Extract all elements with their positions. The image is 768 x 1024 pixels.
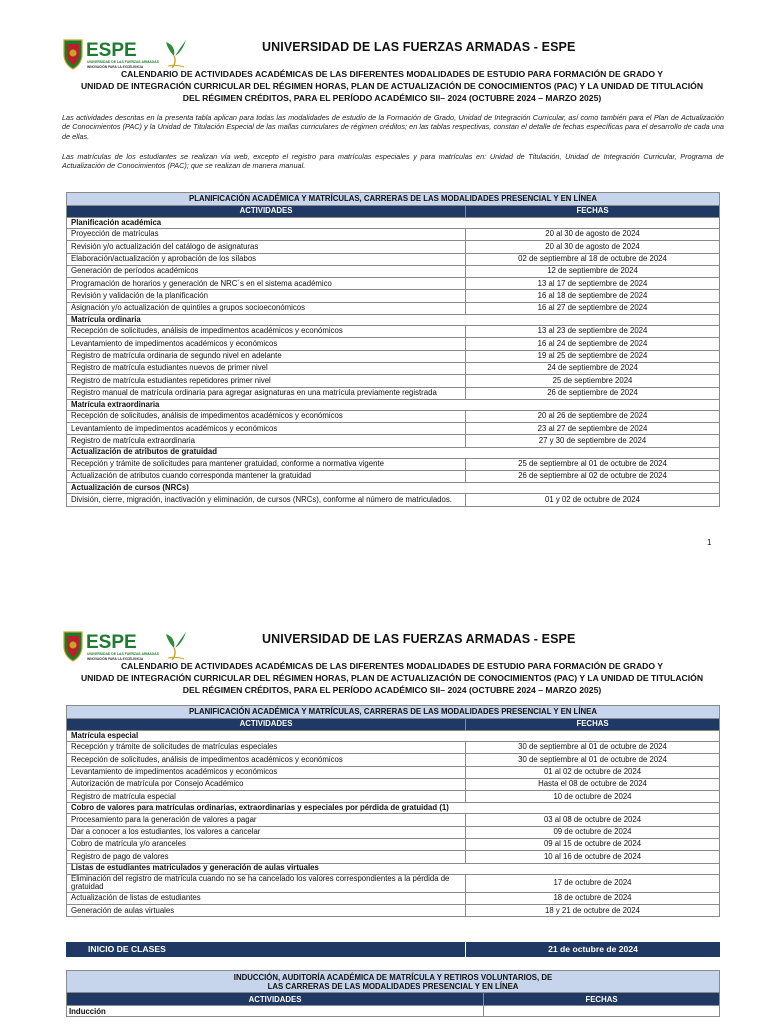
date-cell: Hasta el 08 de octubre de 2024 <box>466 778 720 790</box>
activity-cell: Generación de aulas virtuales <box>67 905 466 917</box>
activity-cell: Elaboración/actualización y aprobación de los sílabos <box>67 253 466 265</box>
table-row <box>67 302 720 314</box>
table-row <box>67 791 720 803</box>
table-row <box>67 905 720 917</box>
date-cell: 18 y 21 de octubre de 2024 <box>466 905 720 917</box>
activity-cell: Registro de matrícula especial <box>67 791 466 803</box>
column-header-activities: ACTIVIDADES <box>67 993 484 1006</box>
table-row <box>67 471 720 483</box>
svg-text:INNOVACIÓN PARA LA EXCELENCIA: INNOVACIÓN PARA LA EXCELENCIA <box>87 657 144 661</box>
table-row <box>67 778 720 790</box>
leaf-emblem-icon <box>166 632 186 660</box>
date-cell: 03 al 08 de octubre de 2024 <box>466 814 720 826</box>
section-title: Actualización de cursos (NRCs) <box>67 483 720 494</box>
intro-paragraph-2: Las matrículas de los estudiantes se realizan vía web, excepto el registro para matrículas especiales y para matrículas en: Unidad de Titulación, Unidad de Integración Curricular, Programa de Actualización de Conocimientos (PAC); que se realizan de manera manual. <box>62 152 724 171</box>
date-cell: 24 de septiembre de 2024 <box>466 362 720 374</box>
class-start-label: INICIO DE CLASES <box>66 942 466 957</box>
table-row <box>67 851 720 863</box>
page-header <box>62 36 722 72</box>
logo-text: ESPE <box>86 40 137 61</box>
activity-cell: Revisión y/o actualización del catálogo de asignaturas <box>67 241 466 253</box>
activity-cell: Actualización de listas de estudiantes <box>67 892 466 904</box>
induction-table <box>66 970 720 1017</box>
activity-cell: Asignación y/o actualización de quintiles a grupos socioeconómicos <box>67 302 466 314</box>
calendar-title: CALENDARIO DE ACTIVIDADES ACADÉMICAS DE LAS DIFERENTES MODALIDADES DE ESTUDIO PARA FORMACIÓN DE GRADO Y UNIDAD DE INTEGRACIÓN CURRICULAR DEL RÉGIMEN HORAS, PLAN DE ACTUALIZACIÓN DE CONOCIMIENTOS (PAC) Y LA UNIDAD DE TITULACIÓN DEL RÉGIMEN CRÉDITOS, PARA EL PERÍODO ACADÉMICO SII– 2024 (OCTUBRE 2024 – MARZO 2025) <box>80 69 704 103</box>
column-header-dates: FECHAS <box>466 719 720 731</box>
date-cell: 18 de octubre de 2024 <box>466 892 720 904</box>
section-title: Inducción <box>67 1006 484 1017</box>
date-cell: 23 al 27 de septiembre de 2024 <box>466 423 720 435</box>
date-cell: 25 de septiembre 2024 <box>466 375 720 387</box>
table-row <box>67 814 720 826</box>
activity-cell: Dar a conocer a los estudiantes, los valores a cancelar <box>67 826 466 838</box>
university-name: UNIVERSIDAD DE LAS FUERZAS ARMADAS - ESPE <box>262 40 576 54</box>
espe-logo <box>62 628 192 664</box>
section-title: Matrícula ordinaria <box>67 315 720 326</box>
university-name: UNIVERSIDAD DE LAS FUERZAS ARMADAS - ESPE <box>262 632 576 646</box>
class-start-banner <box>66 942 720 957</box>
activity-cell: Registro manual de matrícula ordinaria para agregar asignaturas en una matrícula previamente registrada <box>67 387 466 399</box>
section-row <box>67 218 720 229</box>
table-row <box>67 375 720 387</box>
date-cell: 20 al 30 de agosto de 2024 <box>466 229 720 241</box>
section-row <box>67 483 720 494</box>
table-row <box>67 423 720 435</box>
activity-cell: División, cierre, migración, inactivación y eliminación, de cursos (NRCs), conforme al número de matriculados. <box>67 494 466 506</box>
svg-text:UNIVERSIDAD DE LAS FUERZAS ARM: UNIVERSIDAD DE LAS FUERZAS ARMADAS <box>87 652 159 656</box>
svg-text:INNOVACIÓN PARA LA EXCELENCIA: INNOVACIÓN PARA LA EXCELENCIA <box>87 65 144 69</box>
activity-cell: Registro de pago de valores <box>67 851 466 863</box>
activity-cell: Recepción de solicitudes, análisis de impedimentos académicos y económicos <box>67 754 466 766</box>
section-row <box>67 315 720 326</box>
date-cell: 13 al 23 de septiembre de 2024 <box>466 326 720 338</box>
activity-cell: Eliminación del registro de matrícula cuando no se ha cancelado los valores correspondientes a la pérdida de gratuidad <box>67 874 466 892</box>
activity-cell: Proyección de matrículas <box>67 229 466 241</box>
activity-cell: Levantamiento de impedimentos académicos y económicos <box>67 423 466 435</box>
date-cell: 09 de octubre de 2024 <box>466 826 720 838</box>
table-banner: PLANIFICACIÓN ACADÉMICA Y MATRÍCULAS, CARRERAS DE LAS MODALIDADES PRESENCIAL Y EN LÍNEA <box>67 193 720 206</box>
table-row <box>67 241 720 253</box>
date-cell: 25 de septiembre al 01 de octubre de 2024 <box>466 458 720 470</box>
table-row <box>67 826 720 838</box>
table-row <box>67 839 720 851</box>
table-row <box>67 229 720 241</box>
section-title: Planificación académica <box>67 218 720 229</box>
date-cell: 19 al 25 de septiembre de 2024 <box>466 350 720 362</box>
date-cell: 16 al 18 de septiembre de 2024 <box>466 290 720 302</box>
activity-cell: Cobro de matrícula y/o aranceles <box>67 839 466 851</box>
table-row <box>67 253 720 265</box>
activity-cell: Levantamiento de impedimentos académicos y económicos <box>67 766 466 778</box>
table-row <box>67 350 720 362</box>
activities-table-1 <box>66 192 720 507</box>
logo-text: ESPE <box>86 632 137 653</box>
activities-table-2 <box>66 705 720 917</box>
date-cell: 26 de septiembre de 2024 <box>466 387 720 399</box>
table-banner: INDUCCIÓN, AUDITORÍA ACADÉMICA DE MATRÍCULA Y RETIROS VOLUNTARIOS, DE LAS CARRERAS DE LAS MODALIDADES PRESENCIAL Y EN LÍNEA <box>67 971 720 993</box>
column-header-dates: FECHAS <box>484 993 720 1006</box>
espe-logo <box>62 36 192 72</box>
activity-cell: Recepción de solicitudes, análisis de impedimentos académicos y económicos <box>67 410 466 422</box>
date-cell: 10 al 16 de octubre de 2024 <box>466 851 720 863</box>
section-row <box>67 731 720 742</box>
date-cell: 26 de septiembre al 02 de octubre de 2024 <box>466 471 720 483</box>
shield-icon <box>64 40 82 69</box>
activity-cell: Registro de matrícula estudiantes nuevos de primer nivel <box>67 362 466 374</box>
table-row <box>67 265 720 277</box>
table-row <box>67 435 720 447</box>
date-cell: 27 y 30 de septiembre de 2024 <box>466 435 720 447</box>
shield-icon <box>64 632 82 661</box>
date-cell: 02 de septiembre al 18 de octubre de 2024 <box>466 253 720 265</box>
class-start-date: 21 de octubre de 2024 <box>548 944 638 954</box>
column-header-activities: ACTIVIDADES <box>67 206 466 218</box>
table-row <box>67 410 720 422</box>
table-row <box>67 494 720 506</box>
table-row <box>67 892 720 904</box>
date-cell: 30 de septiembre al 01 de octubre de 2024 <box>466 742 720 754</box>
activity-cell: Autorización de matrícula por Consejo Académico <box>67 778 466 790</box>
activity-cell: Recepción y trámite de solicitudes de matrículas especiales <box>67 742 466 754</box>
table-row <box>67 338 720 350</box>
date-cell: 12 de septiembre de 2024 <box>466 265 720 277</box>
date-cell: 17 de octubre de 2024 <box>466 874 720 892</box>
empty-cell <box>484 1006 720 1017</box>
section-title: Matrícula especial <box>67 731 720 742</box>
calendar-title: CALENDARIO DE ACTIVIDADES ACADÉMICAS DE LAS DIFERENTES MODALIDADES DE ESTUDIO PARA FORMACIÓN DE GRADO Y UNIDAD DE INTEGRACIÓN CURRICULAR DEL RÉGIMEN HORAS, PLAN DE ACTUALIZACIÓN DE CONOCIMIENTOS (PAC) Y LA UNIDAD DE TITULACIÓN DEL RÉGIMEN CRÉDITOS, PARA EL PERÍODO ACADÉMICO SII– 2024 (OCTUBRE 2024 – MARZO 2025) <box>80 661 704 695</box>
activity-cell: Registro de matrícula estudiantes repetidores primer nivel <box>67 375 466 387</box>
section-title: Actualización de atributos de gratuidad <box>67 447 720 458</box>
table-row <box>67 458 720 470</box>
page-header <box>62 628 722 664</box>
section-title: Listas de estudiantes matriculados y generación de aulas virtuales <box>67 863 720 874</box>
date-cell: 30 de septiembre al 01 de octubre de 2024 <box>466 754 720 766</box>
column-header-dates: FECHAS <box>466 206 720 218</box>
column-header-activities: ACTIVIDADES <box>67 719 466 731</box>
table-row <box>67 326 720 338</box>
activity-cell: Actualización de atributos cuando corresponda mantener la gratuidad <box>67 471 466 483</box>
section-row <box>67 399 720 410</box>
section-title: Matrícula extraordinaria <box>67 399 720 410</box>
activity-cell: Procesamiento para la generación de valores a pagar <box>67 814 466 826</box>
table-row <box>67 387 720 399</box>
section-row <box>67 863 720 874</box>
page-number: 1 <box>707 538 712 547</box>
date-cell: 10 de octubre de 2024 <box>466 791 720 803</box>
date-cell: 13 al 17 de septiembre de 2024 <box>466 278 720 290</box>
activity-cell: Levantamiento de impedimentos académicos y económicos <box>67 338 466 350</box>
table-row <box>67 290 720 302</box>
table-row <box>67 362 720 374</box>
activity-cell: Generación de períodos académicos <box>67 265 466 277</box>
table-row <box>67 278 720 290</box>
activity-cell: Registro de matrícula extraordinaria <box>67 435 466 447</box>
table-row <box>67 742 720 754</box>
activity-cell: Revisión y validación de la planificación <box>67 290 466 302</box>
section-title: Cobro de valores para matrículas ordinarias, extraordinarias y especiales por pérdida de gratuidad (1) <box>67 803 720 814</box>
date-cell: 16 al 24 de septiembre de 2024 <box>466 338 720 350</box>
date-cell: 01 y 02 de octubre de 2024 <box>466 494 720 506</box>
activity-cell: Registro de matrícula ordinaria de segundo nivel en adelante <box>67 350 466 362</box>
section-row <box>67 803 720 814</box>
table-row <box>67 754 720 766</box>
intro-paragraph-1: Las actividades descritas en la presenta tabla aplican para todas las modalidades de estudio de la Formación de Grado, Unidad de Integración Curricular, así como también para el Plan de Actualización de Conocimientos (PAC) y la Unidad de Titulación Especial de las mallas curriculares de régimen créditos; en las tablas respectivas, constan el detalle de fechas específicas para el desarrollo de cada una de ellas. <box>62 113 724 141</box>
date-cell: 20 al 30 de agosto de 2024 <box>466 241 720 253</box>
date-cell: 20 al 26 de septiembre de 2024 <box>466 410 720 422</box>
table-banner: PLANIFICACIÓN ACADÉMICA Y MATRÍCULAS, CARRERAS DE LAS MODALIDADES PRESENCIAL Y EN LÍNEA <box>67 706 720 719</box>
leaf-emblem-icon <box>166 40 186 68</box>
svg-text:UNIVERSIDAD DE LAS FUERZAS ARM: UNIVERSIDAD DE LAS FUERZAS ARMADAS <box>87 60 159 64</box>
date-cell: 16 al 27 de septiembre de 2024 <box>466 302 720 314</box>
date-cell: 09 al 15 de octubre de 2024 <box>466 839 720 851</box>
section-row <box>67 447 720 458</box>
activity-cell: Recepción de solicitudes, análisis de impedimentos académicos y económicos <box>67 326 466 338</box>
table-row <box>67 874 720 892</box>
activity-cell: Recepción y trámite de solicitudes para mantener gratuidad, conforme a normativa vigente <box>67 458 466 470</box>
activity-cell: Programación de horarios y generación de NRC´s en el sistema académico <box>67 278 466 290</box>
table-row <box>67 766 720 778</box>
date-cell: 01 al 02 de octubre de 2024 <box>466 766 720 778</box>
